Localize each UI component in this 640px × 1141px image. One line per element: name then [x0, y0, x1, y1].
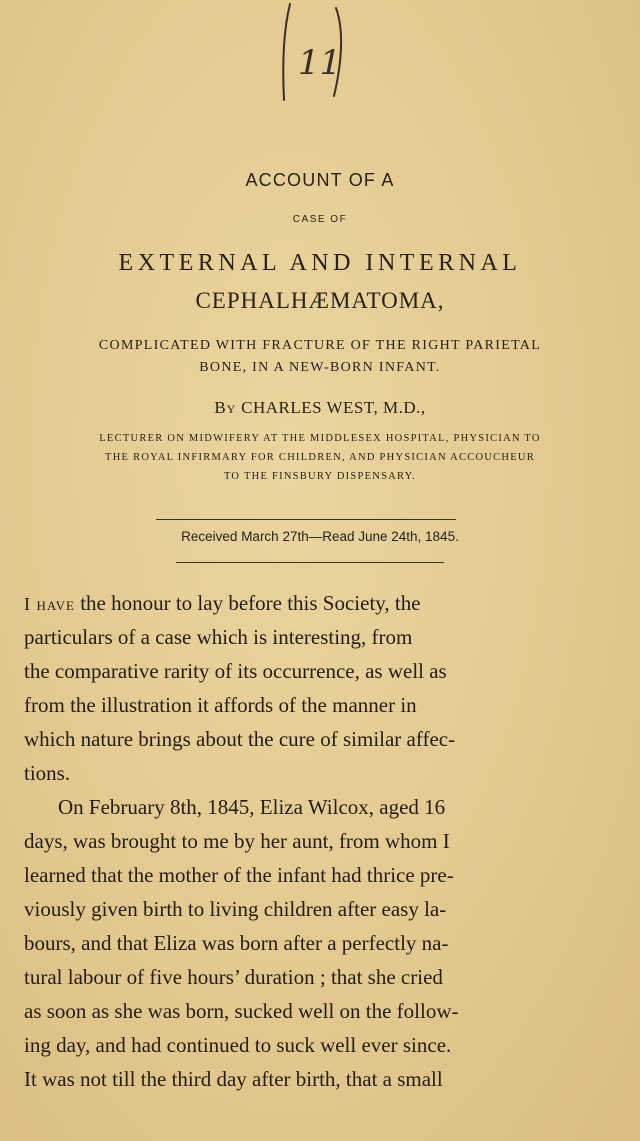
- body-line-10: viously given birth to living children after easy la-: [24, 897, 447, 921]
- handwritten-mark-text: 11: [298, 43, 342, 83]
- title-line-2: CEPHALHÆMATOMA,: [195, 288, 445, 313]
- body-line-8: days, was brought to me by her aunt, from whom I: [24, 829, 450, 853]
- body-line-4: from the illustration it affords of the manner in: [24, 693, 417, 717]
- body-line-5: which nature brings about the cure of similar affec-: [24, 727, 456, 751]
- author-line: [0, 398, 640, 418]
- body-line-9: learned that the mother of the infant had thrice pre-: [24, 863, 454, 887]
- author-name: CHARLES WEST, M.D.,: [241, 398, 426, 417]
- body-line-1-lead: I have: [24, 594, 75, 614]
- author-affiliation-line-2: THE ROYAL INFIRMARY FOR CHILDREN, AND PHYSICIAN ACCOUCHEUR: [105, 452, 535, 463]
- body-line-11: bours, and that Eliza was born after a perfectly na-: [24, 931, 449, 955]
- body-line-12: tural labour of five hours’ duration ; that she cried: [24, 965, 443, 989]
- received-date: Received March 27th—Read June 24th, 1845.: [181, 529, 459, 544]
- body-line-3: the comparative rarity of its occurrence, as well as: [24, 659, 447, 683]
- heading-case-of: CASE OF: [292, 214, 348, 225]
- divider-bottom: [176, 562, 444, 563]
- author-affiliation-line-1: LECTURER ON MIDWIFERY AT THE MIDDLESEX HOSPITAL, PHYSICIAN TO: [99, 433, 541, 444]
- author-by: By: [214, 398, 237, 417]
- body-line-1: [24, 591, 421, 616]
- body-line-1-rest: the honour to lay before this Society, the: [74, 591, 421, 615]
- body-line-14: ing day, and had continued to suck well ever since.: [24, 1033, 452, 1057]
- body-line-13: as soon as she was born, sucked well on the follow-: [24, 999, 459, 1023]
- subtitle-line-1: COMPLICATED WITH FRACTURE OF THE RIGHT PARIETAL: [98, 338, 542, 353]
- subtitle-line-2: BONE, IN A NEW-BORN INFANT.: [199, 360, 441, 375]
- heading-account-of-a: ACCOUNT OF A: [245, 170, 395, 190]
- handwritten-shelf-mark: [276, 0, 356, 110]
- divider-top: [156, 519, 456, 520]
- body-line-7: On February 8th, 1845, Eliza Wilcox, aged 16: [58, 795, 446, 819]
- body-line-6: tions.: [24, 761, 71, 785]
- body-line-15: It was not till the third day after birth, that a small: [24, 1067, 443, 1091]
- body-line-2: particulars of a case which is interesting, from: [24, 625, 413, 649]
- title-line-1: EXTERNAL AND INTERNAL: [118, 250, 522, 276]
- author-affiliation-line-3: TO THE FINSBURY DISPENSARY.: [223, 471, 417, 482]
